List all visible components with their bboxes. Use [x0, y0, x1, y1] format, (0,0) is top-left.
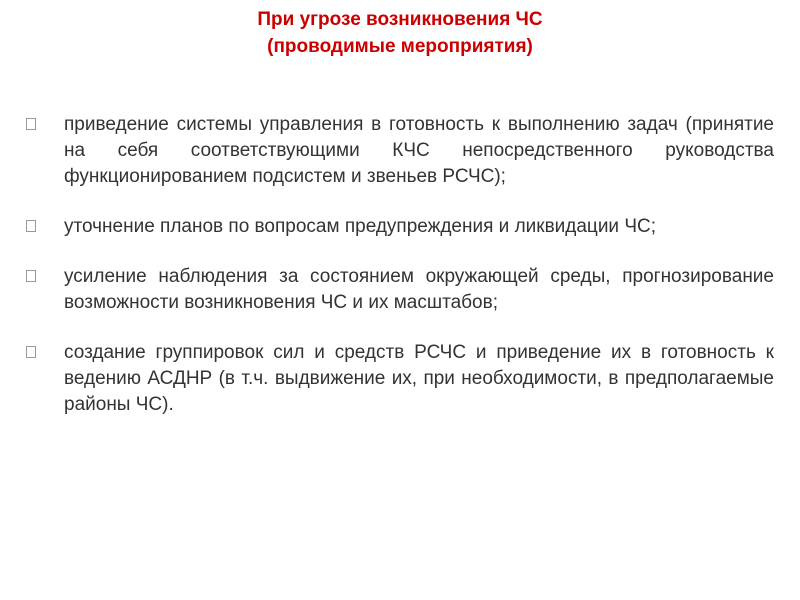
list-item	[26, 214, 774, 240]
list-item	[26, 340, 774, 418]
title-line-1: При угрозе возникновения ЧС	[257, 9, 543, 30]
square-bullet-icon	[26, 118, 36, 130]
bullet-text: уточнение планов по вопросам предупреждения и ликвидации ЧС;	[64, 216, 656, 237]
list-item	[26, 112, 774, 190]
square-bullet-icon	[26, 220, 36, 232]
square-bullet-icon	[26, 270, 36, 282]
bullet-text: усиление наблюдения за состоянием окружающей среды, прогнозирование возможности возникновения ЧС и их масштабов;	[64, 266, 774, 313]
bullet-list	[26, 112, 774, 442]
slide-title	[0, 6, 800, 60]
title-line-2: (проводимые мероприятия)	[267, 36, 533, 57]
bullet-text: приведение системы управления в готовность к выполнению задач (принятие на себя соответствующими КЧС непосредственного руководства функционированием подсистем и звеньев РСЧС);	[64, 114, 774, 187]
bullet-text: создание группировок сил и средств РСЧС и приведение их в готовность к ведению АСДНР (в т.ч. выдвижение их, при необходимости, в предполагаемые районы ЧС).	[64, 342, 774, 415]
square-bullet-icon	[26, 346, 36, 358]
list-item	[26, 264, 774, 316]
